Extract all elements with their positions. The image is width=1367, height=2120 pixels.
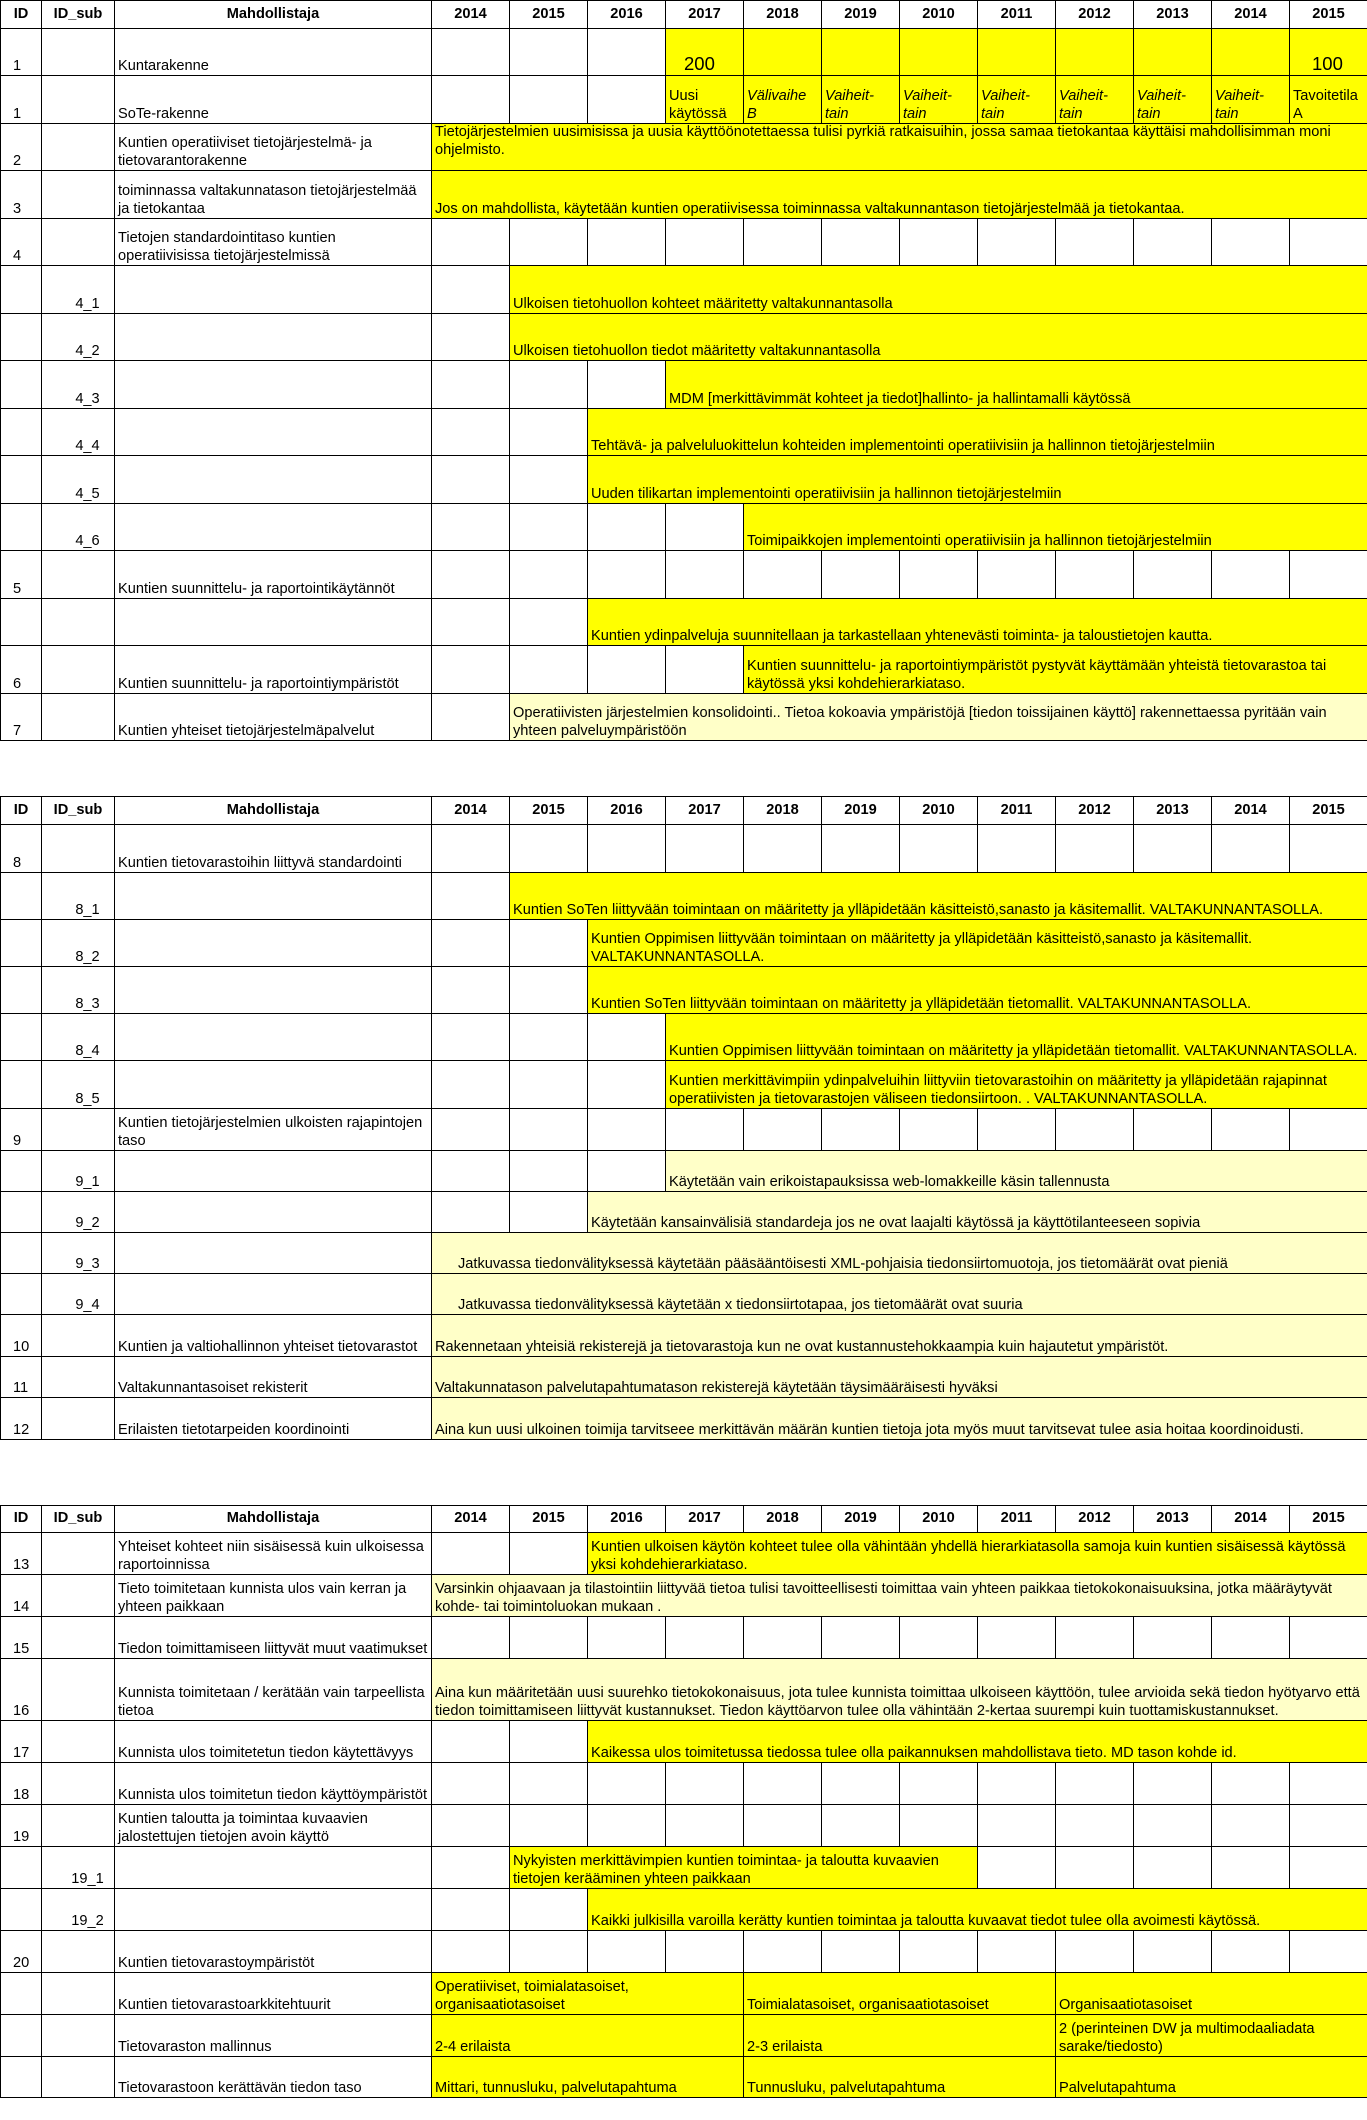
row-id: 15	[1, 1617, 42, 1659]
row-id: 7	[1, 694, 42, 741]
row-label: Tietovarastoon kerättävän tiedon taso	[115, 2057, 432, 2098]
table-row	[1, 873, 1367, 920]
row-label: Tieto toimitetaan kunnista ulos vain kerran ja yhteen paikkaan	[115, 1575, 432, 1617]
header-year: 2016	[588, 1, 666, 29]
phase-2019: Vaiheit-tain	[822, 76, 900, 124]
row-label: Kuntien ja valtiohallinnon yhteiset tietovarastot	[115, 1315, 432, 1357]
header-year: 2019	[822, 797, 900, 825]
header-year: 2018	[744, 1506, 822, 1533]
row-text: Kuntien ydinpalveluja suunnitellaan ja tarkastellaan yhtenevästi toiminta- ja taloustietojen kautta.	[588, 599, 1367, 646]
header-year: 2019	[822, 1506, 900, 1533]
phase-c: 2 (perinteinen DW ja multimodaaliadata sarake/tiedosto)	[1056, 2015, 1367, 2057]
row-text: Tietojärjestelmien uusimisissa ja uusia käyttöönotettaessa tulisi pyrkiä ratkaisuihin, jossa samaa tietokantaa käyttäisi mahdollisimman moni ohjelmisto.	[432, 124, 1367, 171]
row-id: 2	[1, 124, 42, 171]
table-row	[1, 456, 1367, 504]
row-id: 16	[1, 1659, 42, 1721]
table-row	[1, 1109, 1367, 1151]
header-year: 2015	[1290, 1506, 1367, 1533]
row-id: 19	[1, 1805, 42, 1847]
header-year: 2013	[1134, 797, 1212, 825]
table-row	[1, 1889, 1367, 1931]
header-year: 2015	[510, 1506, 588, 1533]
header-year: 2012	[1056, 797, 1134, 825]
row-text: Kaikki julkisilla varoilla kerätty kuntien toimintaa ja taloutta kuvaavat tiedot tulee olla avoimesti käytössä.	[588, 1889, 1367, 1931]
header-year: 2011	[978, 797, 1056, 825]
value-2015: 100	[1290, 29, 1367, 76]
table-row	[1, 1973, 1367, 2015]
row-label: Kunnista ulos toimitetetun tiedon käytettävyys	[115, 1721, 432, 1763]
header-year: 2017	[666, 1, 744, 29]
header-year: 2015	[1290, 1, 1367, 29]
header-year: 2013	[1134, 1, 1212, 29]
table-row	[1, 504, 1367, 551]
phase-2015: Tavoitetila A	[1290, 76, 1367, 124]
table-row	[1, 1398, 1367, 1440]
table-row	[1, 219, 1367, 266]
table-row	[1, 266, 1367, 314]
row-label: Kuntarakenne	[115, 29, 432, 76]
header-row	[1, 1, 1367, 29]
table-row	[1, 1805, 1367, 1847]
header-year: 2015	[510, 797, 588, 825]
phase-b: Toimialatasoiset, organisaatiotasoiset	[744, 1973, 1056, 2015]
table-row	[1, 1763, 1367, 1805]
row-text: Kuntien suunnittelu- ja raportointiympäristöt pystyvät käyttämään yhteistä tietovarastoa tai käytössä yksi kohdehierarkiataso.	[744, 646, 1367, 694]
header-year: 2010	[900, 1506, 978, 1533]
phase-a: Operatiiviset, toimialatasoiset, organisaatiotasoiset	[432, 1973, 744, 2015]
phase-2010: Vaiheit-tain	[900, 76, 978, 124]
phase-2014: Vaiheit-tain	[1212, 76, 1290, 124]
row-id: 20	[1, 1931, 42, 1973]
row-id: 3	[1, 171, 42, 219]
row-label: Kuntien tietojärjestelmien ulkoisten rajapintojen taso	[115, 1109, 432, 1151]
row-text: Toimipaikkojen implementointi operatiivisiin ja hallinnon tietojärjestelmiin	[744, 504, 1367, 551]
table-row	[1, 825, 1367, 873]
row-text: Ulkoisen tietohuollon tiedot määritetty valtakunnantasolla	[510, 314, 1367, 361]
table-row	[1, 1617, 1367, 1659]
table-row	[1, 2015, 1367, 2057]
header-year: 2010	[900, 1, 978, 29]
row-id: 17	[1, 1721, 42, 1763]
header-year: 2012	[1056, 1506, 1134, 1533]
header-year: 2014	[1212, 1, 1290, 29]
row-text: Jatkuvassa tiedonvälityksessä käytetään pääsääntöisesti XML-pohjaisia tiedonsiirtomuotoja, jos tietomäärät ovat pieniä	[432, 1233, 1367, 1274]
row-id-sub: 4_4	[42, 409, 115, 456]
phase-c: Palvelutapahtuma	[1056, 2057, 1367, 2098]
row-label: Tietojen standardointitaso kuntien operatiivisissa tietojärjestelmissä	[115, 219, 432, 266]
phase-c: Organisaatiotasoiset	[1056, 1973, 1367, 2015]
header-mahdollistaja: Mahdollistaja	[115, 1, 432, 29]
row-id-sub: 19_2	[42, 1889, 115, 1931]
row-id: 11	[1, 1357, 42, 1398]
header-year: 2012	[1056, 1, 1134, 29]
row-id-sub: 8_2	[42, 920, 115, 967]
row-id: 1	[1, 29, 42, 76]
row-label: Kuntien operatiiviset tietojärjestelmä- ja tietovarantorakenne	[115, 124, 432, 171]
row-text: Valtakunnatason palvelutapahtumatason rekisterejä käytetään täysimääräisesti hyväksi	[432, 1357, 1367, 1398]
row-text: Nykyisten merkittävimpien kuntien toimintaa- ja taloutta kuvaavien tietojen kerääminen yhteen paikkaan	[510, 1847, 978, 1889]
row-id-sub	[42, 29, 115, 76]
row-label: Valtakunnantasoiset rekisterit	[115, 1357, 432, 1398]
row-id-sub: 4_1	[42, 266, 115, 314]
table-row	[1, 124, 1367, 171]
table-row	[1, 1575, 1367, 1617]
row-label: SoTe-rakenne	[115, 76, 432, 124]
row-id-sub: 8_1	[42, 873, 115, 920]
table-row	[1, 920, 1367, 967]
header-year: 2014	[1212, 797, 1290, 825]
row-id: 8	[1, 825, 42, 873]
header-row	[1, 1506, 1367, 1533]
row-id-sub: 4_6	[42, 504, 115, 551]
table-row	[1, 1274, 1367, 1315]
row-text: Operatiivisten järjestelmien konsolidointi.. Tietoa kokoavia ympäristöjä [tiedon toissijainen käyttö] rakennettaessa pyritään vain yhteen palveluympäristöön	[510, 694, 1367, 741]
row-label: Kuntien suunnittelu- ja raportointiympäristöt	[115, 646, 432, 694]
row-label: Kuntien taloutta ja toimintaa kuvaavien jalostettujen tietojen avoin käyttö	[115, 1805, 432, 1847]
table-row	[1, 551, 1367, 599]
phase-2012: Vaiheit-tain	[1056, 76, 1134, 124]
header-year: 2014	[432, 1506, 510, 1533]
table-row	[1, 1061, 1367, 1109]
header-year: 2016	[588, 797, 666, 825]
table-row	[1, 171, 1367, 219]
row-id-sub: 19_1	[42, 1847, 115, 1889]
header-year: 2015	[510, 1, 588, 29]
row-text: Kuntien ulkoisen käytön kohteet tulee olla vähintään yhdellä hierarkiatasolla samoja kuin kuntien sisäisessä käytössä yksi kohdehierarkiataso.	[588, 1533, 1367, 1575]
header-year: 2014	[432, 797, 510, 825]
header-id: ID	[1, 797, 42, 825]
row-label: Tiedon toimittamiseen liittyvät muut vaatimukset	[115, 1617, 432, 1659]
table-row	[1, 314, 1367, 361]
row-label: Kuntien tietovarastoympäristöt	[115, 1931, 432, 1973]
header-mahdollistaja: Mahdollistaja	[115, 1506, 432, 1533]
header-row	[1, 797, 1367, 825]
header-id-sub: ID_sub	[42, 797, 115, 825]
header-year: 2010	[900, 797, 978, 825]
row-id: 18	[1, 1763, 42, 1805]
row-id-sub: 9_3	[42, 1233, 115, 1274]
row-id: 13	[1, 1533, 42, 1575]
roadmap-table-1	[0, 0, 1367, 741]
row-label: Kuntien yhteiset tietojärjestelmäpalvelut	[115, 694, 432, 741]
row-id-sub: 9_2	[42, 1192, 115, 1233]
header-id: ID	[1, 1, 42, 29]
row-id-sub: 4_3	[42, 361, 115, 409]
row-text: Kuntien merkittävimpiin ydinpalveluihin liittyviin tietovarastoihin on määritetty ja ylläpidetään rajapinnat operatiivisten ja tietovarastojen väliseen tiedonsiirtoon. . VALTAKUNNANTASOLLA.	[666, 1061, 1367, 1109]
header-year: 2014	[432, 1, 510, 29]
row-label: Kuntien tietovarastoihin liittyvä standardointi	[115, 825, 432, 873]
header-year: 2011	[978, 1506, 1056, 1533]
row-label: Kuntien suunnittelu- ja raportointikäytännöt	[115, 551, 432, 599]
table-row	[1, 361, 1367, 409]
row-label: Kunnista toimitetaan / kerätään vain tarpeellista tietoa	[115, 1659, 432, 1721]
table-row	[1, 1014, 1367, 1061]
row-text: Varsinkin ohjaavaan ja tilastointiin liittyvää tietoa tulisi tavoitteellisesti toimittaa vain yhteen paikkaa tietokokonaisuuksina, jotka määräytyvät kohde- tai toimintoluokan mukaan .	[432, 1575, 1367, 1617]
row-id: 14	[1, 1575, 42, 1617]
header-year: 2017	[666, 1506, 744, 1533]
table-row	[1, 76, 1367, 124]
phase-a: 2-4 erilaista	[432, 2015, 744, 2057]
row-text: Kaikessa ulos toimitetussa tiedossa tulee olla paikannuksen mahdollistava tieto. MD tason kohde id.	[588, 1721, 1367, 1763]
header-id-sub: ID_sub	[42, 1506, 115, 1533]
row-id-sub: 8_4	[42, 1014, 115, 1061]
row-label: Kuntien tietovarastoarkkitehtuurit	[115, 1973, 432, 2015]
row-text: Rakennetaan yhteisiä rekisterejä ja tietovarastoja kun ne ovat kustannustehokkaampia kuin hajautetut ympäristöt.	[432, 1315, 1367, 1357]
row-id-sub: 4_5	[42, 456, 115, 504]
row-text: Jatkuvassa tiedonvälityksessä käytetään x tiedonsiirtotapaa, jos tietomäärät ovat suuria	[432, 1274, 1367, 1315]
table-row	[1, 29, 1367, 76]
row-id: 10	[1, 1315, 42, 1357]
roadmap-table-3	[0, 1505, 1367, 2098]
row-label: Yhteiset kohteet niin sisäisessä kuin ulkoisessa raportoinnissa	[115, 1533, 432, 1575]
header-year: 2016	[588, 1506, 666, 1533]
phase-b: Tunnusluku, palvelutapahtuma	[744, 2057, 1056, 2098]
table-row	[1, 1931, 1367, 1973]
phase-2011: Vaiheit-tain	[978, 76, 1056, 124]
table-row	[1, 646, 1367, 694]
row-id-sub: 4_2	[42, 314, 115, 361]
row-id: 6	[1, 646, 42, 694]
phase-2013: Vaiheit-tain	[1134, 76, 1212, 124]
row-id: 5	[1, 551, 42, 599]
value-2017: 200	[666, 29, 744, 76]
row-text: MDM [merkittävimmät kohteet ja tiedot]hallinto- ja hallintamalli käytössä	[666, 361, 1367, 409]
row-id: 12	[1, 1398, 42, 1440]
table-row	[1, 967, 1367, 1014]
header-year: 2011	[978, 1, 1056, 29]
table-row	[1, 1847, 1367, 1889]
table-row	[1, 1192, 1367, 1233]
row-label: Kunnista ulos toimitetun tiedon käyttöympäristöt	[115, 1763, 432, 1805]
phase-a: Mittari, tunnusluku, palvelutapahtuma	[432, 2057, 744, 2098]
row-id-sub: 9_1	[42, 1151, 115, 1192]
row-id: 9	[1, 1109, 42, 1151]
phase-2017: Uusi käytössä	[666, 76, 744, 124]
header-year: 2017	[666, 797, 744, 825]
row-id: 1	[1, 76, 42, 124]
header-year: 2014	[1212, 1506, 1290, 1533]
header-year: 2019	[822, 1, 900, 29]
table-row	[1, 1233, 1367, 1274]
row-text: Käytetään kansainvälisiä standardeja jos ne ovat laajalti käytössä ja käyttötilanteeseen sopivia	[588, 1192, 1367, 1233]
row-text: Aina kun määritetään uusi suurehko tietokokonaisuus, jota tulee kunnista toimittaa ulkoiseen käyttöön, tulee arvioida sekä tiedon hyötyarvo että tiedon toimittamiseen liittyvät kustannukset. Tiedon käyttöarvon tulee olla vähintään 2-kertaa suurempi kuin tuottamiskustannukset.	[432, 1659, 1367, 1721]
header-year: 2018	[744, 797, 822, 825]
table-row	[1, 1659, 1367, 1721]
phase-2018: Välivaihe B	[744, 76, 822, 124]
table-row	[1, 1151, 1367, 1192]
row-id-sub: 8_5	[42, 1061, 115, 1109]
row-id-sub: 9_4	[42, 1274, 115, 1315]
row-text: Tehtävä- ja palveluluokittelun kohteiden implementointi operatiivisiin ja hallinnon tietojärjestelmiin	[588, 409, 1367, 456]
roadmap-table-2	[0, 796, 1367, 1440]
header-id-sub: ID_sub	[42, 1, 115, 29]
table-row	[1, 694, 1367, 741]
row-label: Erilaisten tietotarpeiden koordinointi	[115, 1398, 432, 1440]
row-label: Tietovaraston mallinnus	[115, 2015, 432, 2057]
header-year: 2013	[1134, 1506, 1212, 1533]
row-text: Kuntien SoTen liittyvään toimintaan on määritetty ja ylläpidetään käsitteistö,sanasto ja käsitemallit. VALTAKUNNANTASOLLA.	[510, 873, 1367, 920]
table-row	[1, 1533, 1367, 1575]
row-text: Käytetään vain erikoistapauksissa web-lomakkeille käsin tallennusta	[666, 1151, 1367, 1192]
table-row	[1, 2057, 1367, 2098]
row-id: 4	[1, 219, 42, 266]
row-text: Jos on mahdollista, käytetään kuntien operatiivisessa toiminnassa valtakunnantason tietojärjestelmää ja tietokantaa.	[432, 171, 1367, 219]
table-row	[1, 1721, 1367, 1763]
row-text: Ulkoisen tietohuollon kohteet määritetty valtakunnantasolla	[510, 266, 1367, 314]
row-id-sub: 8_3	[42, 967, 115, 1014]
header-year: 2015	[1290, 797, 1367, 825]
table-row	[1, 599, 1367, 646]
row-label: toiminnassa valtakunnatason tietojärjestelmää ja tietokantaa	[115, 171, 432, 219]
row-text: Kuntien Oppimisen liittyvään toimintaan on määritetty ja ylläpidetään käsitteistö,sanasto ja käsitemallit. VALTAKUNNANTASOLLA.	[588, 920, 1367, 967]
row-text: Uuden tilikartan implementointi operatiivisiin ja hallinnon tietojärjestelmiin	[588, 456, 1367, 504]
table-row	[1, 409, 1367, 456]
table-row	[1, 1315, 1367, 1357]
phase-b: 2-3 erilaista	[744, 2015, 1056, 2057]
header-id: ID	[1, 1506, 42, 1533]
row-text: Kuntien SoTen liittyvään toimintaan on määritetty ja ylläpidetään tietomallit. VALTAKUNNANTASOLLA.	[588, 967, 1367, 1014]
header-year: 2018	[744, 1, 822, 29]
header-mahdollistaja: Mahdollistaja	[115, 797, 432, 825]
table-row	[1, 1357, 1367, 1398]
row-id-sub	[42, 76, 115, 124]
row-text: Aina kun uusi ulkoinen toimija tarvitseee merkittävän määrän kuntien tietoja jota myös muut tarvitsevat tulee asia hoitaa koordinoidusti.	[432, 1398, 1367, 1440]
row-text: Kuntien Oppimisen liittyvään toimintaan on määritetty ja ylläpidetään tietomallit. VALTAKUNNANTASOLLA.	[666, 1014, 1367, 1061]
